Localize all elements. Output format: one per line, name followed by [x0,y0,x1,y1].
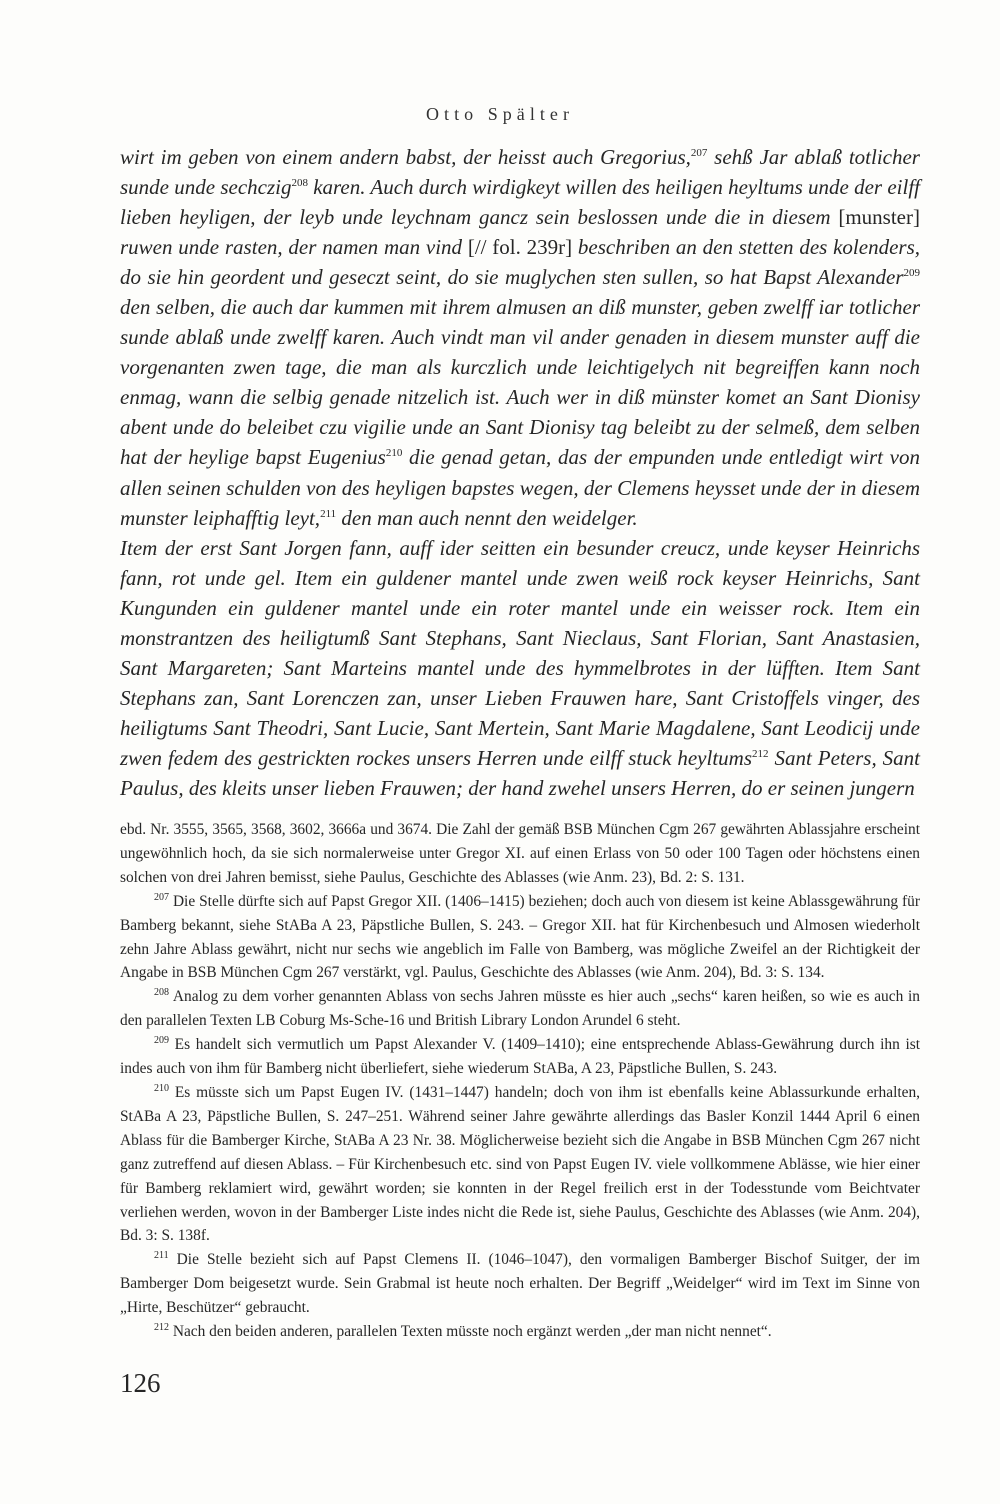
text-span: karen. Auch durch wirdigkeyt willen des heiligen heyltums unde der eilff lieben heyligen, der leyb unde leychnam gancz sein beslossen unde die in diesem [120,175,920,230]
running-header: Otto Spälter [426,104,574,124]
text-span: beschriben an den stetten des kolenders, do sie hin geordent und geseczt seint, do sie muglychen sten sullen, so hat Bapst Alexander [120,235,920,290]
editorial-insertion: [munster] [838,205,920,230]
text-span: den selben, die auch dar kummen mit ihrem almusen an diß munster, geben zwelff iar totlicher sunde ablaß unde zwelff karen. Auch vindt man vil ander genaden in diesem munster auff die vorgenanten zwen tage, die man als kurczlich unde leichtigelych nit begreiffen kann noch enmag, wann die selbig genade nitzelich ist. Auch wer in diß münster komet an Sant Dionisy abent unde do beleibet czu vigilie unde an Sant Dionisy tag beleibt zu der selmeß, dem selben hat der heylige bapst Eugenius [120,295,920,470]
footnote-number: 210 [154,1082,169,1094]
main-paragraph [120,533,920,803]
footnote-ref[interactable]: 208 [291,177,308,190]
footnote-ref[interactable]: 207 [690,147,708,159]
text-span: die genad getan, das der empunden unde entledigt wirt von allen seinen schulden von des heyligen bapstes wegen, der Clemens heysset unde der in diesem munster leiphafftig leyt, [120,445,921,530]
footnote-210 [120,1081,920,1248]
footnote-number: 212 [154,1322,169,1334]
footnote-211 [120,1248,920,1320]
footnote-ref[interactable]: 210 [385,447,403,460]
footnote-continuation: ebd. Nr. 3555, 3565, 3568, 3602, 3666a und 3674. Die Zahl der gemäß BSB München Cgm 267 gewährten Ablassjahre erscheint ungewöhnlich hoch, da sie sich normalerweise unter Gregor XI. auf einen Erlass von 50 oder 100 Tagen oder höchstens einen solchen von drei Jahren bemisst, siehe Paulus, Geschichte des Ablasses (wie Anm. 23), Bd. 2: S. 131. [120,821,920,886]
footnote-text: Es müsste sich um Papst Eugen IV. (1431–1447) handeln; doch von ihm ist ebenfalls keine Ablassurkunde erhalten, StABa A 23, Päpstliche Bullen, S. 247–251. Während seiner Jahre gewährte allerdings das Basler Konzil 1444 April 6 einen Ablass für die Bamberger Kirche, StABa A 23 Nr. 38. Möglicherweise bezieht sich die Angabe in BSB München Cgm 267 nicht ganz zutreffend auf diesen Ablass. – Für Kirchenbesuch etc. sind von Papst Eugen IV. viele vollkommene Ablässe, wie hier einer für Bamberg reklamiert wird, gewährt worden; sie konnten in der Regel freilich erst in der Todesstunde vom Beichtvater verliehen werden, wovon in der Bamberger Liste indes nicht die Rede ist, siehe Paulus, Geschichte des Ablasses (wie Anm. 204), Bd. 3: S. 138f. [120,1083,920,1245]
footnote-number: 211 [154,1250,169,1262]
text-span: ruwen unde rasten, der namen man vind [120,235,468,260]
footnote-ref[interactable]: 209 [903,267,920,280]
footnote-212 [120,1320,920,1344]
footnote-text: Es handelt sich vermutlich um Papst Alexander V. (1409–1410); eine entsprechende Ablass-Gewährung durch ihn ist indes auch von ihm für Bamberg nicht überliefert, siehe wiederum StABa, A 23, Päpstliche Bullen, S. 243. [120,1036,920,1078]
footnote-text: Nach den beiden anderen, parallelen Texten müsste noch ergänzt werden „der man nicht nennet“. [169,1323,772,1341]
footnote-number: 207 [154,891,169,903]
main-text [120,142,920,803]
main-paragraph [120,142,920,533]
text-span: Item der erst Sant Jorgen fann, auff ider seitten ein besunder creucz, unde keyser Heinrichs fann, rot unde gel. Item ein guldener mantel unde zwen weiß rock keyser Heinrichs, Sant Kungunden ein guldener mantel unde ein roter mantel unde ein weisser rock. Item ein monstrantzen des heiligtumß Sant Stephans, Sant Nieclaus, Sant Florian, Sant Anastasien, Sant Margareten; Sant Marteins mantel unde des hymmelbrotes in der lüfften. Item Sant Stephans zan, Sant Lorenczen zan, unser Lieben Frauwen hare, Sant Cristoffels vinger, des heiligtums Sant Theodri, Sant Lucie, Sant Mertein, Sant Marie Magdalene, Sant Leodicij unde zwen fedem des gestrickten rockes unsers Herren unde eilff stuck heyltums [120,535,920,770]
folio-marker: [// fol. 239r] [467,235,573,260]
footnote-text: Die Stelle bezieht sich auf Papst Clemens II. (1046–1047), den vormaligen Bamberger Bischof Suitger, der im Bamberger Dom beigesetzt wurde. Sein Grabmal ist heute noch erhalten. Der Begriff „Weidelger“ wird im Text im Sinne von „Hirte, Beschützer“ gebraucht. [120,1251,920,1317]
footnote-ref[interactable]: 211 [320,507,337,520]
text-span: wirt im geben von einem andern babst, der heisst auch Gregorius, [120,145,691,169]
footnote-text: Analog zu dem vorher genannten Ablass von sechs Jahren müsste es hier auch „sechs“ karen heißen, so wie es auch in den parallelen Texten LB Coburg Ms-Sche-16 und British Library London Arundel 6 steht. [120,988,920,1030]
footnotes [120,818,920,1344]
text-span: sehß Jar ablaß totlicher sunde unde sechczig [120,145,920,200]
footnote-number: 209 [154,1035,169,1047]
text-span: Sant Peters, Sant Paulus, des kleits unser lieben Frauwen; der hand zwehel unsers Herren, do er seinen jungern [120,745,921,800]
text-span: den man auch nennt den weidelger. [336,505,638,530]
footnote-text: Die Stelle dürfte sich auf Papst Gregor XII. (1406–1415) beziehen; doch auch von diesem ist keine Ablassgewährung für Bamberg bekannt, siehe StABa A 23, Päpstliche Bullen, S. 243. – Gregor XII. hat für Kirchenbesuch und Almosen wiederholt zehn Jahre Ablass gewährt, nicht nur sechs wie angeblich im Falle von Bamberg, was mögliche Zweifel an der Richtigkeit der Angabe in BSB München Cgm 267 verstärkt, vgl. Paulus, Geschichte des Ablasses (wie Anm. 204), Bd. 3: S. 134. [120,892,920,982]
footnote-209 [120,1033,920,1081]
footnote-208 [120,985,920,1033]
footnote-ref[interactable]: 212 [752,747,769,760]
page-number: 126 [120,1368,161,1398]
footnote-number: 208 [154,987,169,999]
footnote-207 [120,890,920,986]
